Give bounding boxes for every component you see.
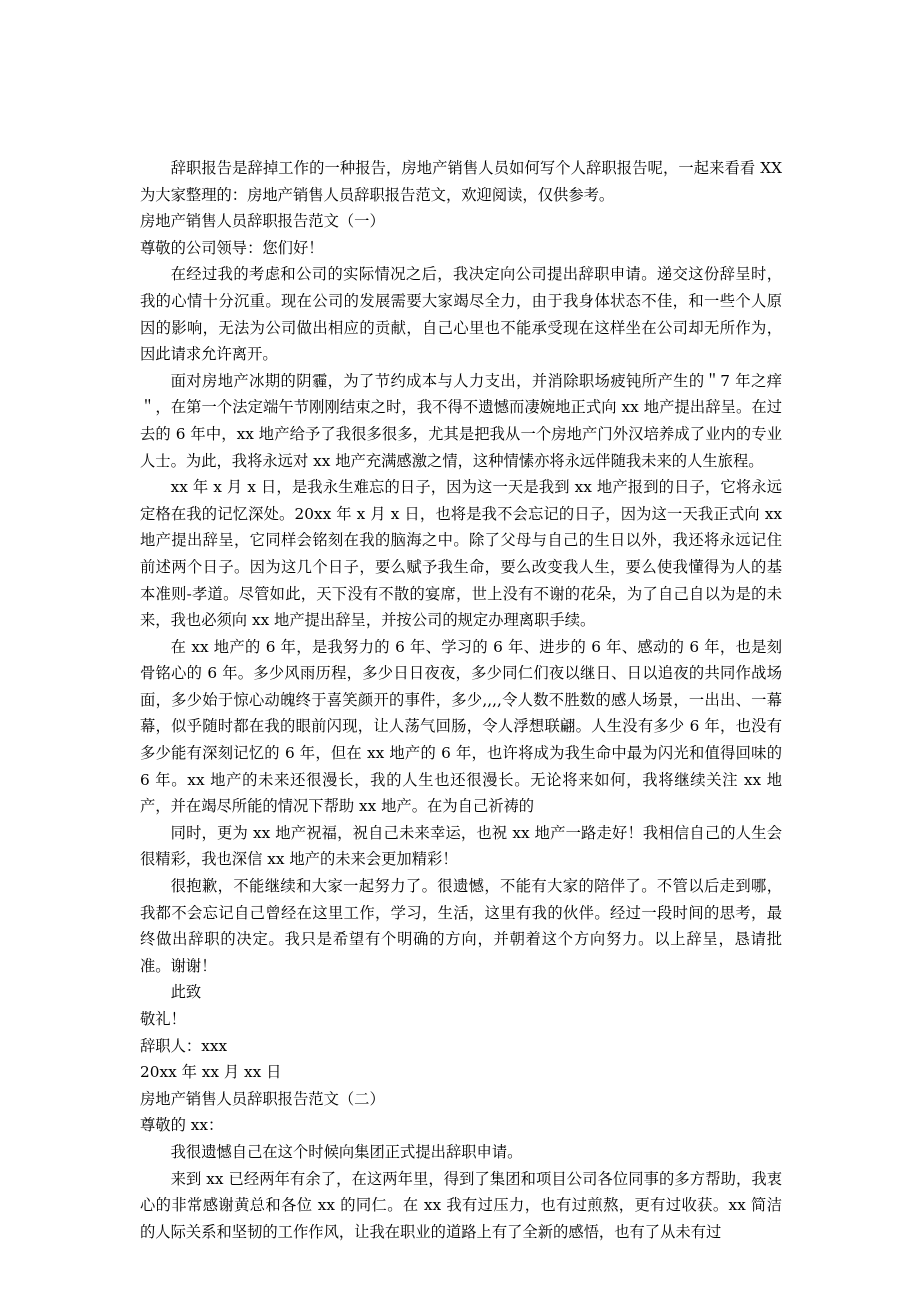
body-paragraph: 在经过我的考虑和公司的实际情况之后，我决定向公司提出辞职申请。递交这份辞呈时，我的心情十分沉重。现在公司的发展需要大家竭尽全力，由于我身体状态不佳，和一些个人原因的影响，无法为公司做出相应的贡献，自己心里也不能承受现在这样坐在公司却无所作为，因此请求允许离开。: [140, 265, 782, 364]
body-paragraph: 我很遗憾自己在这个时候向集团正式提出辞职申请。: [170, 1142, 523, 1161]
intro-paragraph: 辞职报告是辞掉工作的一种报告，房地产销售人员如何写个人辞职报告呢，一起来看看 XX 为大家整理的：房地产销售人员辞职报告范文，欢迎阅读，仅供参考。: [140, 159, 782, 204]
body-paragraph: 在 xx 地产的 6 年，是我努力的 6 年、学习的 6 年、进步的 6 年、感动的 6 年，也是刻骨铭心的 6 年。多少风雨历程，多少日日夜夜，多少同仁们夜以继日、日以追夜的共同作战场面，多少始于惊心动魄终于喜笑颜开的事件，多少,,,,令人数不胜数的感人场景，一出出、一幕幕，似乎随时都在我的眼前闪现，让人荡气回肠，令人浮想联翩。人生没有多少 6 年，也没有多少能有深刻记忆的 6 年，但在 xx 地产的 6 年，也许将成为我生命中最为闪光和值得回味的 6 年。xx 地产的未来还很漫长，我的人生也还很漫长。无论将来如何，我将继续关注 xx 地产，并在竭尽所能的情况下帮助 xx 地产。在为自己祈祷的: [140, 637, 782, 816]
body-paragraph: 同时，更为 xx 地产祝福，祝自己未来幸运，也祝 xx 地产一路走好！我相信自己的人生会很精彩，我也深信 xx 地产的未来会更加精彩！: [140, 823, 782, 869]
closing-salute: 敬礼！: [140, 1010, 186, 1028]
salutation-2: 尊敬的 xx：: [140, 1116, 224, 1135]
body-paragraph: 面对房地产冰期的阴霾，为了节约成本与人力支出，并消除职场疲钝所产生的＂7 年之痒＂，在第一个法定端午节刚刚结束之时，我不得不遗憾而凄婉地正式向 xx 地产提出辞呈。在过去的 6 年中，xx 地产给予了我很多很多，尤其是把我从一个房地产门外汉培养成了业内的专业人士。为此，我将永远对 xx 地产充满感激之情，这种情愫亦将永远伴随我未来的人生旅程。: [140, 371, 782, 470]
closing-phrase: 此致: [170, 983, 202, 1002]
body-paragraph: xx 年 x 月 x 日，是我永生难忘的日子，因为这一天是我到 xx 地产报到的日子，它将永远定格在我的记忆深处。20xx 年 x 月 x 日，也将是我不会忘记的日子，因为这一天我正式向 xx 地产提出辞呈，它同样会铭刻在我的脑海之中。除了父母与自己的生日以外，我还将永远记住前述两个日子。因为这几个日子，要么赋予我生命，要么改变我人生，要么使我懂得为人的基本准则-孝道。尽管如此，天下没有不散的宴席，世上没有不谢的花朵，为了自己自以为是的未来，我也必须向 xx 地产提出辞呈，并按公司的规定办理离职手续。: [140, 478, 782, 630]
body-paragraph: 来到 xx 已经两年有余了，在这两年里，得到了集团和项目公司各位同事的多方帮助，我衷心的非常感谢黄总和各位 xx 的同仁。在 xx 我有过压力，也有过煎熬，更有过收获。xx 简洁的人际关系和坚韧的工作作风，让我在职业的道路上有了全新的感悟，也有了从未有过: [140, 1169, 782, 1241]
section-heading-2: 房地产销售人员辞职报告范文（二）: [140, 1089, 385, 1108]
section-heading-1: 房地产销售人员辞职报告范文（一）: [140, 212, 385, 231]
signature-line: 辞职人：xxx: [140, 1036, 228, 1055]
body-paragraph: 很抱歉，不能继续和大家一起努力了。很遗憾，不能有大家的陪伴了。不管以后走到哪，我都不会忘记自己曾经在这里工作，学习，生活，这里有我的伙伴。经过一段时间的思考，最终做出辞职的决定。我只是希望有个明确的方向，并朝着这个方向努力。以上辞呈，恳请批准。谢谢！: [140, 877, 782, 975]
salutation-1: 尊敬的公司领导：您们好！: [140, 238, 324, 257]
document-page: [140, 155, 782, 1245]
date-line: 20xx 年 xx 月 xx 日: [140, 1063, 282, 1082]
